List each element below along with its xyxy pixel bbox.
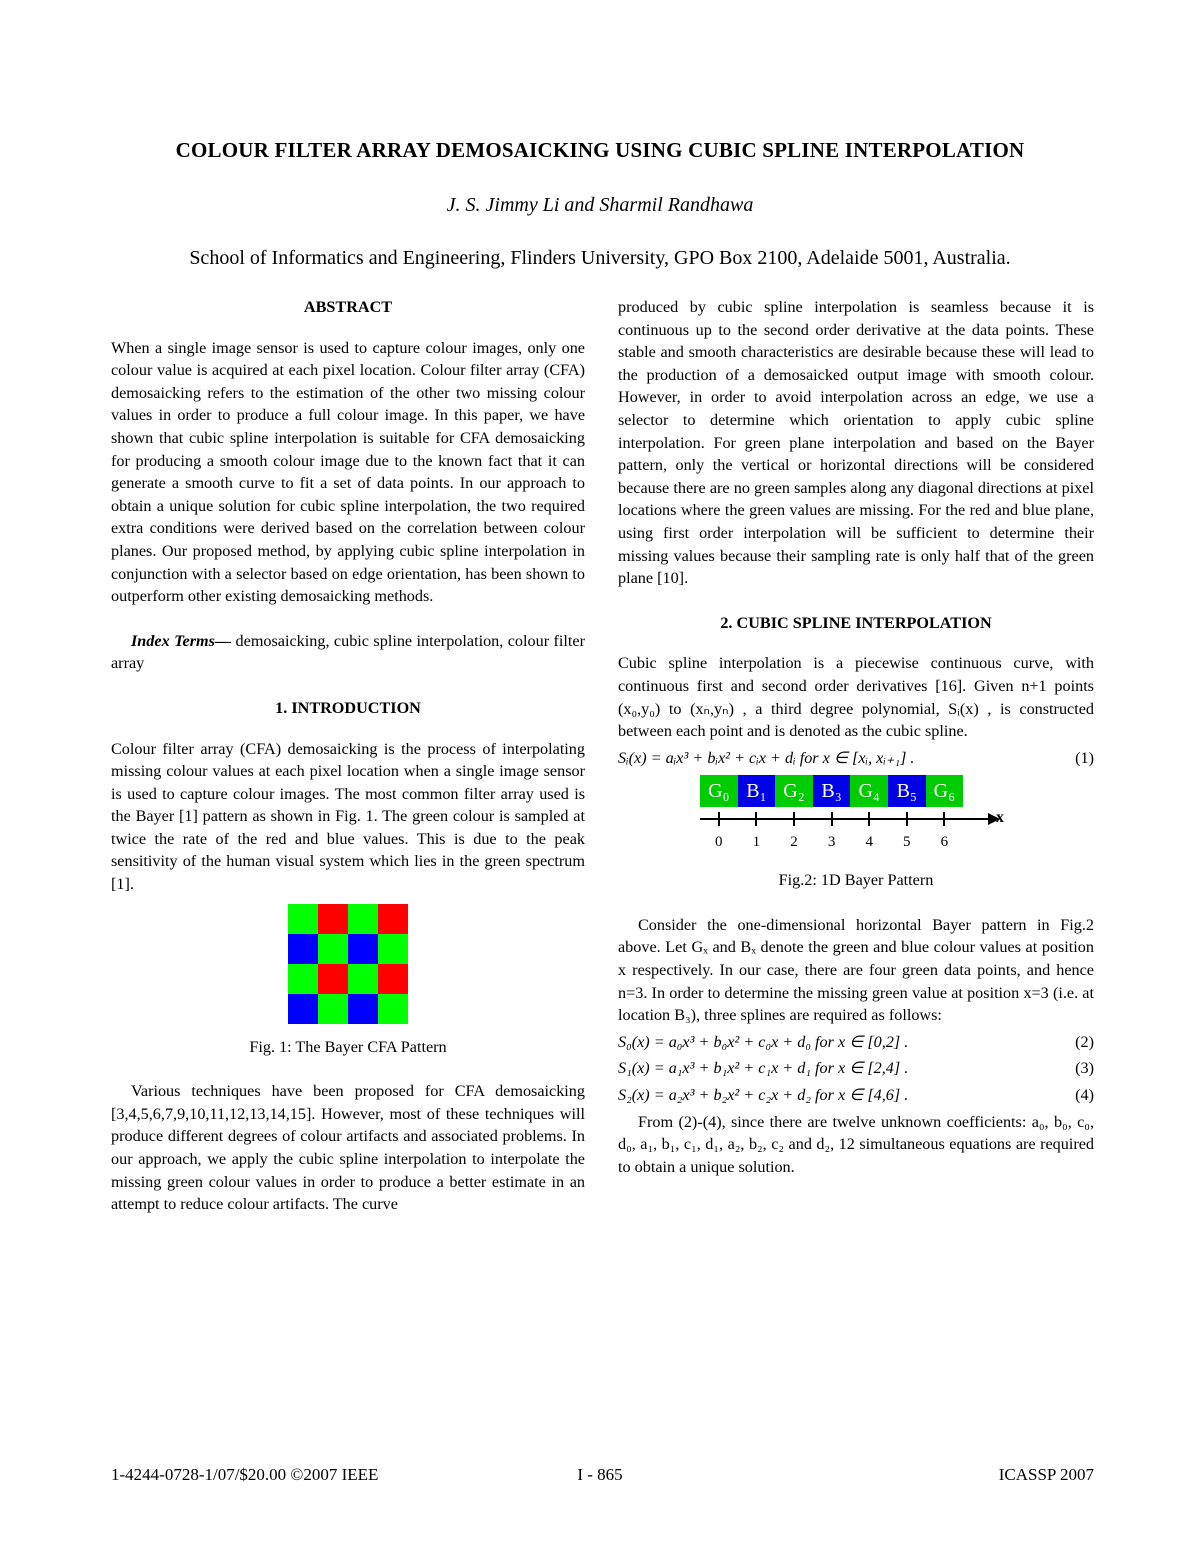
strip-cell: B₅ (888, 775, 926, 807)
footer-conference: ICASSP 2007 (998, 1465, 1094, 1484)
axis-tick-label: 0 (715, 834, 723, 851)
axis-tick (755, 812, 757, 826)
equation-2-body: S₀(x) = a₀x³ + b₀x² + c₀x + d₀ for x ∈ [0,2] . (618, 1032, 909, 1051)
axis-tick (793, 812, 795, 826)
bayer-cell-red (378, 964, 408, 994)
equation-1-body: Sᵢ(x) = aᵢx³ + bᵢx² + cᵢx + dᵢ for x ∈ [xᵢ, xᵢ₊₁] . (618, 748, 915, 767)
axis-tick-label: 3 (827, 834, 836, 851)
strip-cell: G₂ (775, 775, 813, 807)
bayer-cell-green (318, 934, 348, 964)
paper-affiliation: School of Informatics and Engineering, Flinders University, GPO Box 2100, Adelaide 5001, Australia. (189, 247, 1011, 269)
footer-page-number: I - 865 (577, 1465, 623, 1484)
figure-1-caption: Fig. 1: The Bayer CFA Pattern (249, 1037, 447, 1056)
bayer-cell-blue (288, 934, 318, 964)
equation-3-body: S₁(x) = a₁x³ + b₁x² + c₁x + d₁ for x ∈ [2,4] . (618, 1059, 909, 1078)
paper-authors: J. S. Jimmy Li and Sharmil Randhawa (446, 194, 754, 216)
bayer-cell-red (318, 964, 348, 994)
index-terms-label: Index Terms— (131, 631, 232, 650)
x-axis-line (700, 818, 990, 820)
strip-cell: B₃ (813, 775, 851, 807)
bayer-cell-green (348, 904, 378, 934)
strip-cell: B₁ (738, 775, 776, 807)
bayer-cfa-figure (288, 904, 408, 1024)
strip-cell: G₀ (700, 775, 738, 807)
bayer-cell-green (318, 994, 348, 1024)
bayer-cell-green (288, 904, 318, 934)
bayer-cell-red (318, 904, 348, 934)
axis-tick-label: 2 (790, 834, 798, 851)
intro-paragraph-2: Various techniques have been proposed for CFA demosaicking [3,4,5,6,7,9,10,11,12,13,14,15]. However, most of these techniques will produce different degrees of colour artifacts and associated problems. In our approach, we apply the cubic spline interpolation to interpolate the missing green colour values in order to produce a better estimate in an attempt to reduce colour artifacts. The curve (111, 1082, 585, 1214)
bayer-cell-red (378, 904, 408, 934)
intro-paragraph-1: Colour filter array (CFA) demosaicking is the process of interpolating missing colour values at each pixel location when a single image sensor is used to capture colour images. The most common filter array used is the Bayer [1] pattern as shown in Fig. 1. The green colour is sampled at twice the rate of the red and blue values. This is due to the peak sensitivity of the human visual system which lies in the green spectrum [1]. (111, 739, 585, 894)
left-column (111, 296, 585, 1216)
strip-cell: G₄ (850, 775, 888, 807)
equation-4-body: S₂(x) = a₂x³ + b₂x² + c₂x + d₂ for x ∈ [4,6] . (618, 1086, 909, 1105)
bayer-1d-figure (618, 775, 1094, 857)
equation-4 (618, 1084, 1094, 1107)
section-2-heading: 2. CUBIC SPLINE INTERPOLATION (720, 613, 992, 632)
equation-4-number: (4) (1075, 1086, 1094, 1105)
section-2-paragraph-1: Cubic spline interpolation is a piecewise continuous curve, with continuous first and second order derivatives [16]. Given n+1 points (x₀,y₀) to (xₙ,yₙ) , a third degree polynomial, Sᵢ(x) , is constructed between each point and is denoted as the cubic spline. (618, 654, 1094, 741)
footer-copyright: 1-4244-0728-1/07/$20.00 ©2007 IEEE (111, 1465, 379, 1484)
section-2-paragraph-2: Consider the one-dimensional horizontal Bayer pattern in Fig.2 above. Let Gₓ and Bₓ denote the green and blue colour values at position x respectively. In our case, there are four green data points, and hence n=3. In order to determine the missing green value at position x=3 (i.e. at location B₃), three splines are required as follows: (618, 915, 1094, 1025)
equation-2 (618, 1031, 1094, 1054)
axis-tick-label: 5 (903, 834, 911, 851)
axis-tick (906, 812, 908, 826)
equation-1 (618, 747, 1094, 770)
section-2-paragraph-3: From (2)-(4), since there are twelve unknown coefficients: a₀, b₀, c₀, d₀, a₁, b₁, c₁, d₁, a₂, b₂, c₂ and d₂, 12 simultaneous equations are required to obtain a unique solution. (618, 1112, 1094, 1176)
axis-tick-label: 4 (865, 834, 873, 851)
axis-tick (718, 812, 720, 826)
abstract-text: When a single image sensor is used to capture colour images, only one colour value is acquired at each pixel location. Colour filter array (CFA) demosaicking refers to the estimation of the other two missing colour values in order to produce a full colour image. In this paper, we have shown that cubic spline interpolation is suitable for CFA demosaicking for producing a smooth colour image due to the known fact that it can generate a smooth curve to fit a set of data points. In our approach to obtain a unique solution for cubic spline interpolation, the two required extra conditions were derived based on the correlation between colour planes. Our proposed method, by applying cubic spline interpolation in conjunction with a selector based on edge orientation, has been shown to outperform other existing demosaicking methods. (111, 338, 585, 606)
equation-3-number: (3) (1075, 1059, 1094, 1078)
intro-paragraph-continued: produced by cubic spline interpolation is seamless because it is continuous up to the second order derivative at the data points. These stable and smooth characteristics are desirable because these will lead to the production of a demosaicked output image with smooth colour. However, in order to avoid interpolation across an edge, we use a selector to determine which orientation to apply cubic spline interpolation. For green plane interpolation and based on the Bayer pattern, only the vertical or horizontal directions will be considered because there are no green samples along any diagonal directions at pixel locations where the green values are missing. For the red and blue plane, using first order interpolation will be sufficient to determine their missing values because their sampling rate is only half that of the green plane [10]. (618, 298, 1094, 588)
right-column (618, 296, 1094, 1178)
abstract-heading: ABSTRACT (303, 298, 393, 316)
axis-tick (868, 812, 870, 826)
intro-heading: 1. INTRODUCTION (275, 698, 421, 717)
axis-tick (831, 812, 833, 826)
equation-3 (618, 1057, 1094, 1080)
index-terms (111, 630, 585, 675)
bayer-cell-blue (348, 934, 378, 964)
bayer-cell-green (288, 964, 318, 994)
axis-tick-label: 1 (752, 834, 761, 851)
bayer-1d-strip (700, 775, 963, 807)
equation-1-number: (1) (1075, 748, 1094, 767)
x-axis-label: x (996, 809, 1004, 827)
equation-2-number: (2) (1075, 1032, 1094, 1051)
bayer-cell-blue (288, 994, 318, 1024)
figure-2-caption: Fig.2: 1D Bayer Pattern (778, 871, 934, 890)
bayer-cell-green (348, 964, 378, 994)
bayer-cell-green (378, 934, 408, 964)
bayer-cell-blue (348, 994, 378, 1024)
axis-tick-label: 6 (940, 834, 949, 851)
axis-tick (943, 812, 945, 826)
strip-cell: G₆ (926, 775, 964, 807)
paper-title: COLOUR FILTER ARRAY DEMOSAICKING USING CUBIC SPLINE INTERPOLATION (175, 138, 1025, 162)
index-terms-text: demosaicking, cubic spline interpolation, colour filter array (111, 631, 585, 673)
bayer-cell-green (378, 994, 408, 1024)
